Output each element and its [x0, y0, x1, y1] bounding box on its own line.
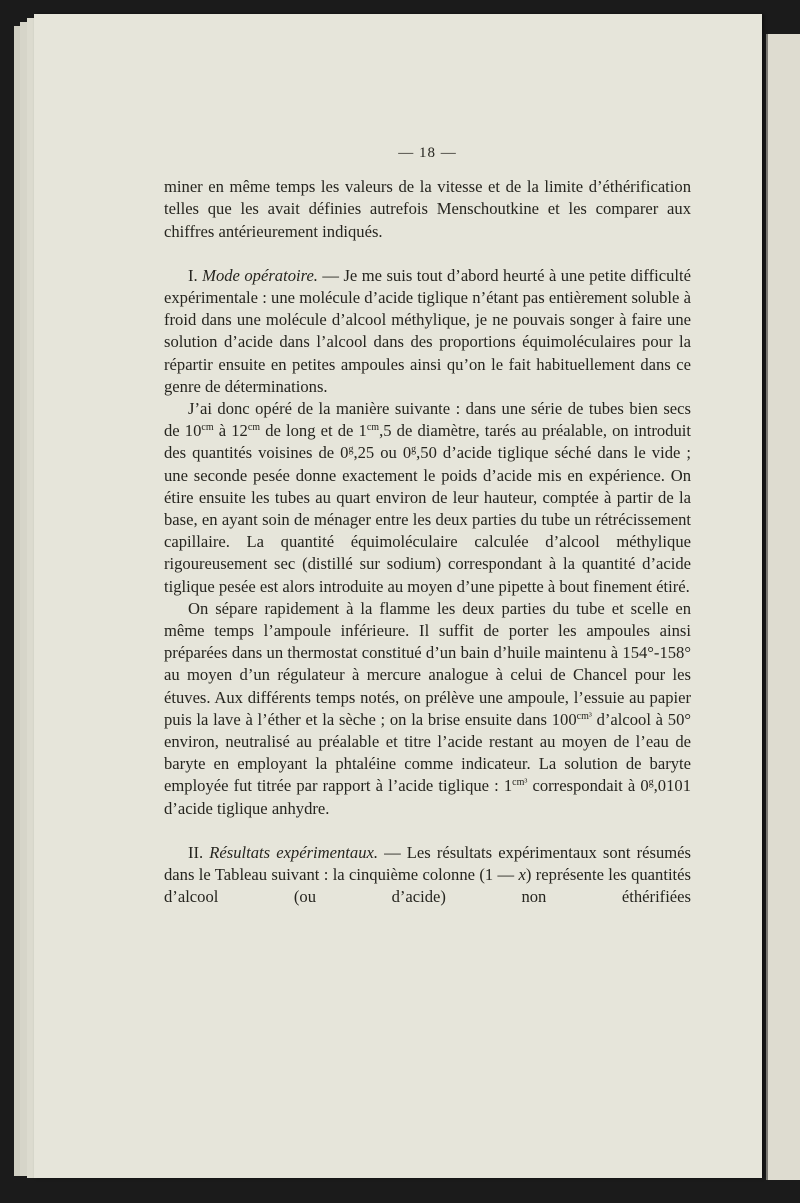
paragraph-procedure [164, 398, 691, 598]
section-dash: — [317, 265, 344, 285]
next-page-edge [766, 34, 800, 1180]
text-run: ,25 ou 0 [353, 443, 412, 463]
text-run: ) représente les quantités d’alcool (ou d’acide) non éthérifiées [164, 865, 691, 907]
page-number: — 18 — [398, 145, 457, 161]
section-title: Mode opératoire. [202, 265, 318, 285]
book-page [34, 14, 762, 1178]
paragraph-mode-operatoire [164, 265, 691, 398]
paragraph-body: Je me suis tout d’abord heurté à une petite difficulté expérimentale : une molécule d’acide tiglique n’étant pas entièrement soluble à froid dans une molécule d’alcool méthylique, je ne pouvais songer à faire une solution d’acide dans l’alcool dans des proportions équimoléculaires pour la répartir ensuite en petites ampoules ainsi qu’on le fait habituellement dans ce genre de déterminations. [164, 265, 691, 396]
text-run: J’ai donc opéré de la manière suivante : dans une série de tubes bien secs de 10 [164, 399, 691, 441]
text-run: de long et de 1 [260, 421, 367, 441]
section-dash: — [378, 842, 407, 862]
paragraph-continuation: miner en même temps les valeurs de la vitesse et de la limite d’éthérification telles que les avait définies autrefois Menschoutkine et les comparer aux chiffres antérieurement indiqués. [164, 177, 691, 241]
text-run: correspondait à 0 [527, 776, 649, 796]
text-run: d’alcool à 50° environ, neutralisé au préalable et titre l’acide restant au moyen de l’eau de baryte en employant la phtaléine comme indicateur. La solution de baryte employée fut titrée par rapport à l’acide tiglique : 1 [164, 709, 691, 796]
unit-superscript: cm [201, 422, 214, 434]
text-run: ,5 de diamètre, tarés au préalable, on introduit des quantités voisines de 0 [164, 421, 691, 463]
text-run: ,0101 d’acide tiglique anhydre. [164, 776, 691, 818]
math-variable: x [518, 865, 526, 885]
unit-superscript: cm³ [512, 777, 528, 789]
unit-superscript: cm³ [576, 710, 592, 722]
text-run: On sépare rapidement à la flamme les deux parties du tube et scelle en même temps l’ampoule inférieure. Il suffit de porter les ampoules ainsi préparées dans un thermostat constitué d’un bain d’huile maintenu à 154°-158° au moyen d’un régulateur à mercure analogue à celui de Chancel pour les étuves. Aux différents temps notés, on prélève une ampoule, l’essuie au papier puis la lave à l’éther et la sèche ; on la brise ensuite dans 100 [164, 598, 691, 729]
unit-superscript: g [648, 777, 654, 789]
unit-superscript: cm [247, 422, 261, 434]
section-number: I. [188, 265, 198, 285]
paragraph-sealing [164, 598, 691, 820]
text-run: à 12 [213, 421, 248, 441]
unit-superscript: g [348, 444, 354, 456]
unit-superscript: g [411, 444, 417, 456]
text-run: ,50 d’acide tiglique séché dans le vide ; une seconde pesée donne exactement le poids d’acide mis en expérience. On étire ensuite les tubes au quart environ de leur hauteur, comptée à partir de la base, en ayant soin de ménager entre les deux parties du tube un rétrécissement capillaire. La quantité équimoléculaire calculée d’alcool méthylique rigoureusement sec (distillé sur sodium) correspondant à la quantité d’acide tiglique pesée est alors introduite au moyen d’une pipette à bout finement étiré. [164, 443, 691, 596]
text-run: Les résultats expérimentaux sont résumés dans le Tableau suivant : la cinquième colonne (1 — [164, 842, 691, 885]
page-text [164, 142, 691, 909]
unit-superscript: cm [366, 422, 380, 434]
section-title: Résultats expérimentaux. [209, 842, 379, 862]
paragraph-resultats [164, 842, 691, 909]
section-number: II. [188, 842, 204, 862]
